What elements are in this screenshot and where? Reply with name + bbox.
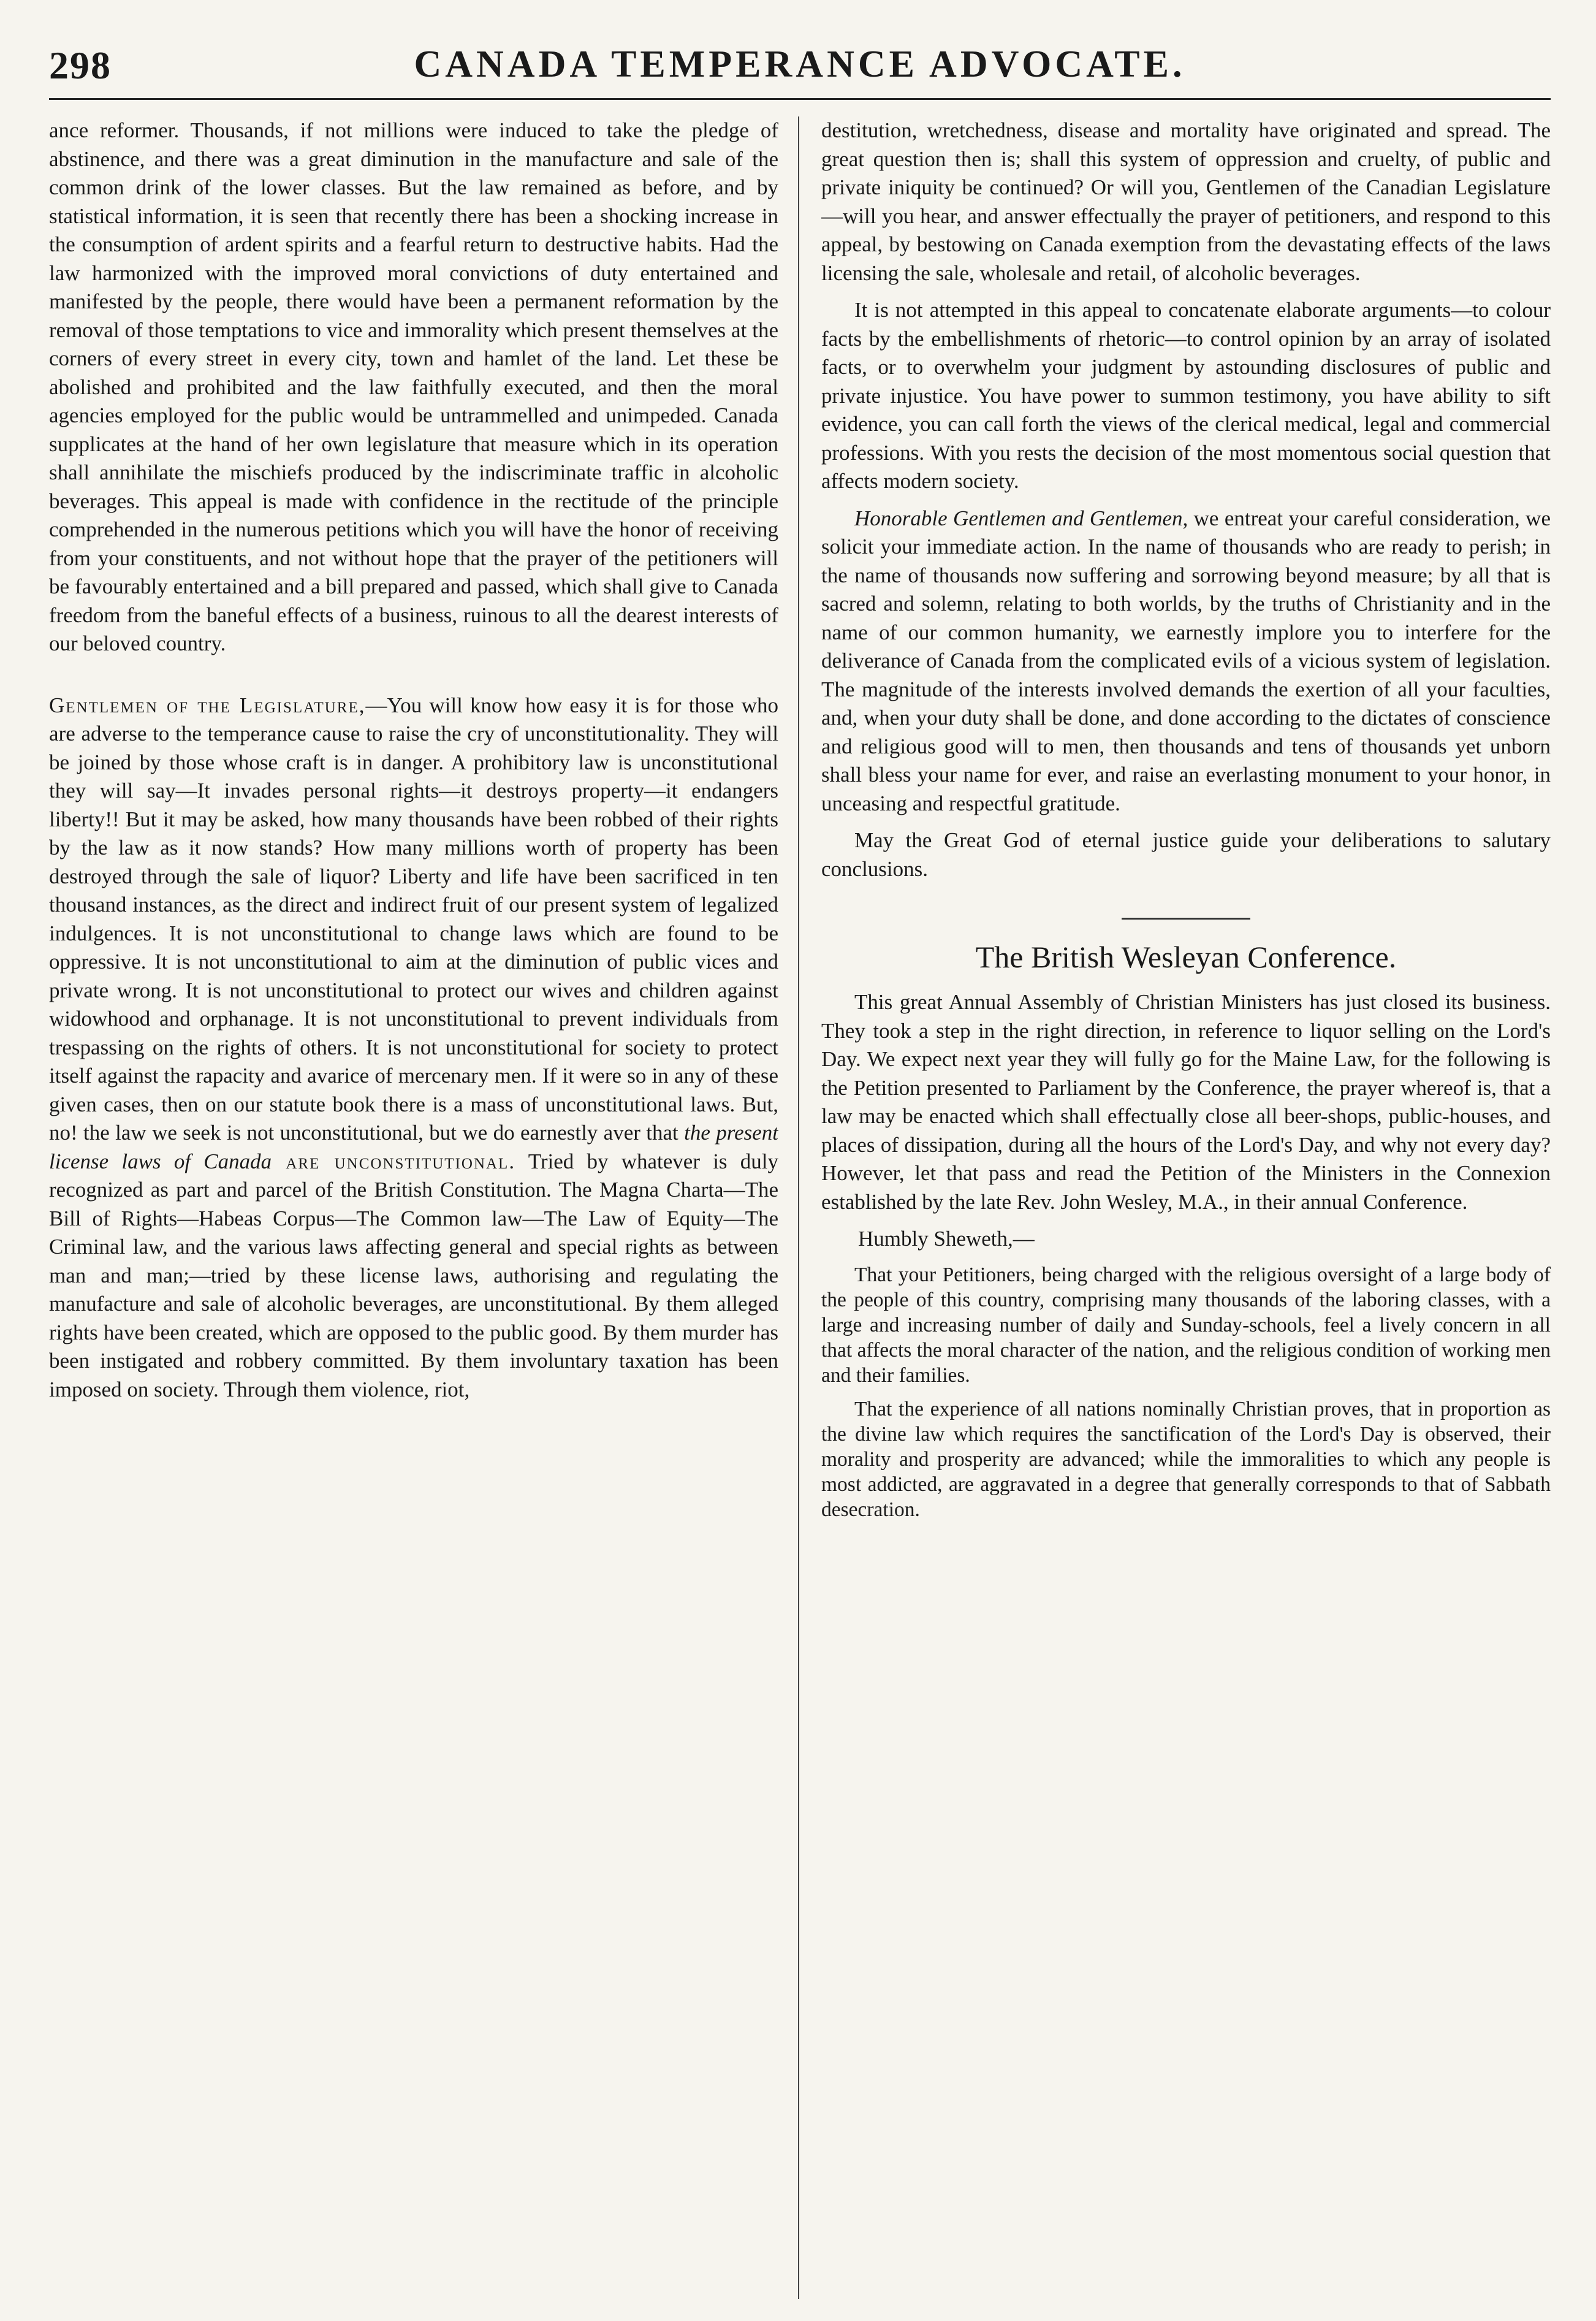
- italic-phrase: the present license laws of Canada: [49, 1121, 778, 1173]
- left-paragraph-1: ance reformer. Thousands, if not millions were induced to take the pledge of abstinence, and there was a great diminution in the manufacture and sale of the common drink of the lower classes. But the law remained as before, and by statistical information, it is seen that recently there has been a shocking increase in the consumption of ardent spirits and a fearful return to destructive habits. Had the law harmonized with the improved moral convictions of duty entertained and manifested by the people, there would have been a permanent reformation by the removal of those temptations to vice and immorality which present themselves at the corners of every street in every city, town and hamlet of the land. Let these be abolished and prohibited and the law faithfully executed, and then the moral agencies employed for the public would be untrammelled and unimpeded. Canada supplicates at the hand of her own legislature that measure which in its operation shall annihilate the mischiefs produced by the indiscriminate traffic in alcoholic beverages. This appeal is made with confidence in the rectitude of the principle comprehended in the numerous petitions which you will have the honor of receiving from your constituents, and not without hope that the prayer of the petitioners will be favourably entertained and a bill prepared and passed, which shall give to Canada freedom from the baneful effects of a business, ruinous to all the dearest interests of our beloved country.: [49, 118, 778, 655]
- article-title: The British Wesleyan Conference.: [975, 940, 1397, 974]
- left-paragraph-2: [49, 692, 778, 1404]
- address-italic: Honorable Gentlemen and Gentlemen,: [854, 506, 1188, 530]
- right-column: [821, 116, 1551, 2299]
- column-divider: [798, 116, 799, 2299]
- article-paragraph-1: This great Annual Assembly of Christian Ministers has just closed its business. They took a step in the right direction, in reference to liquor selling on the Lord's Day. We expect next year they will fully go for the Maine Law, for the following is the Petition presented to Parliament by the Conference, the prayer whereof is, that a law may be enacted which shall effectually close all beer-shops, public-houses, and places of dissipation, during all the hours of the Lord's Day, and why not every day? However, let that pass and read the Petition of the Ministers in the Connexion established by the late Rev. John Wesley, M.A., in their annual Conference.: [821, 990, 1551, 1214]
- section-rule: [1122, 918, 1250, 920]
- salutation: Humbly Sheweth,—: [858, 1227, 1035, 1251]
- page-number: 298: [49, 44, 112, 87]
- right-paragraph-4: May the Great God of eternal justice guide your deliberations to salutary conclusions.: [821, 828, 1551, 881]
- address-lead: Gentlemen of the Legislature,: [49, 693, 366, 717]
- right-paragraph-3-text: we entreat your careful consideration, we solicit your immediate action. In the name of thousands who are ready to perish; in the name of thousands now suffering and sorrowing beyond measure; by all that is sacred and solemn, relating to both worlds, by the truths of Christianity and in the name of our common humanity, we earnestly implore you to interfere for the deliverance of Canada from the complicated evils of a vicious system of legislation. The magnitude of the interests involved demands the exertion of all your faculties, and, when your duty shall be done, and done according to the dictates of conscience and religious good will to men, then thousands and tens of thousands yet unborn shall bless your name for ever, and raise an everlasting monument to your honor, in unceasing and respectful gratitude.: [821, 506, 1551, 815]
- right-paragraph-3: [821, 505, 1551, 818]
- petition-paragraph-2: That the experience of all nations nominally Christian proves, that in proportion as the divine law which requires the sanctification of the Lord's Day is observed, their morality and prosperity are advanced; while the immoralities to which any people is most addicted, are aggravated in a degree that generally corresponds to that of Sabbath desecration.: [821, 1397, 1551, 1521]
- page-header: [49, 43, 1551, 100]
- small-caps-phrase: are unconstitutional.: [272, 1149, 516, 1173]
- paragraph-gap: [49, 667, 778, 692]
- left-paragraph-2-text-a: —You will know how easy it is for those who are adverse to the temperance cause to raise the cry of unconstitutionality. They will be joined by those whose craft is in danger. A prohibitory law is unconstitutional they will say—It invades personal rights—it destroys property—it endangers liberty!! But it may be asked, how many thousands have been robbed of their rights by the law as it now stands? How many millions worth of property has been destroyed through the sale of liquor? Liberty and life have been sacrificed in ten thousand instances, as the direct and indirect fruit of our present system of legalized indulgences. It is not unconstitutional to change laws which are found to be oppressive. It is not unconstitutional to aim at the diminution of public vices and private wrong. It is not unconstitutional to protect our wives and children against widowhood and orphanage. It is not unconstitutional to prevent individuals from trespassing on the rights of others. It is not unconstitutional for society to protect itself against the rapacity and avarice of mercenary men. If it were so in any of these given cases, then on our statute book there is a mass of unconstitutional laws. But, no! the law we seek is not unconstitutional, but we do earnestly aver that: [49, 693, 778, 1145]
- running-title: CANADA TEMPERANCE ADVOCATE.: [414, 44, 1186, 85]
- left-paragraph-2-text-b: Tried by whatever is duly recognized as part and parcel of the British Constitution. The Magna Charta—The Bill of Rights—Habeas Corpus—The Common law—The Law of Equity—The Criminal law, and the various laws affecting general and special rights as between man and man;—tried by these license laws, authorising and regulating the manufacture and sale of alcoholic beverages, are unconstitutional. By them alleged rights have been created, which are opposed to the public good. By them murder has been instigated and robbery committed. By them involuntary taxation has been imposed on society. Through them violence, riot,: [49, 1149, 778, 1401]
- petition-paragraph-1: That your Petitioners, being charged with the religious oversight of a large body of the people of this country, comprising many thousands of the laboring classes, with a large and increasing number of daily and Sunday-schools, feel a lively concern in all that affects the moral character of the nation, and the religious condition of working men and their families.: [821, 1263, 1551, 1387]
- right-paragraph-2: It is not attempted in this appeal to concatenate elaborate arguments—to colour facts by the embellishments of rhetoric—to control opinion by an array of isolated facts, or to overwhelm your judgment by astounding disclosures of public and private injustice. You have power to summon testimony, you have ability to sift evidence, you can call forth the views of the clerical medical, legal and commercial professions. With you rests the decision of the most momentous social question that affects modern society.: [821, 298, 1551, 493]
- left-column: [49, 116, 778, 2299]
- right-paragraph-1: destitution, wretchedness, disease and mortality have originated and spread. The great question then is; shall this system of oppression and cruelty, of public and private iniquity be continued? Or will you, Gentlemen of the Canadian Legislature—will you hear, and answer effectually the prayer of petitioners, and respond to this appeal, by bestowing on Canada exemption from the devastating effects of the laws licensing the sale, wholesale and retail, of alcoholic beverages.: [821, 118, 1551, 285]
